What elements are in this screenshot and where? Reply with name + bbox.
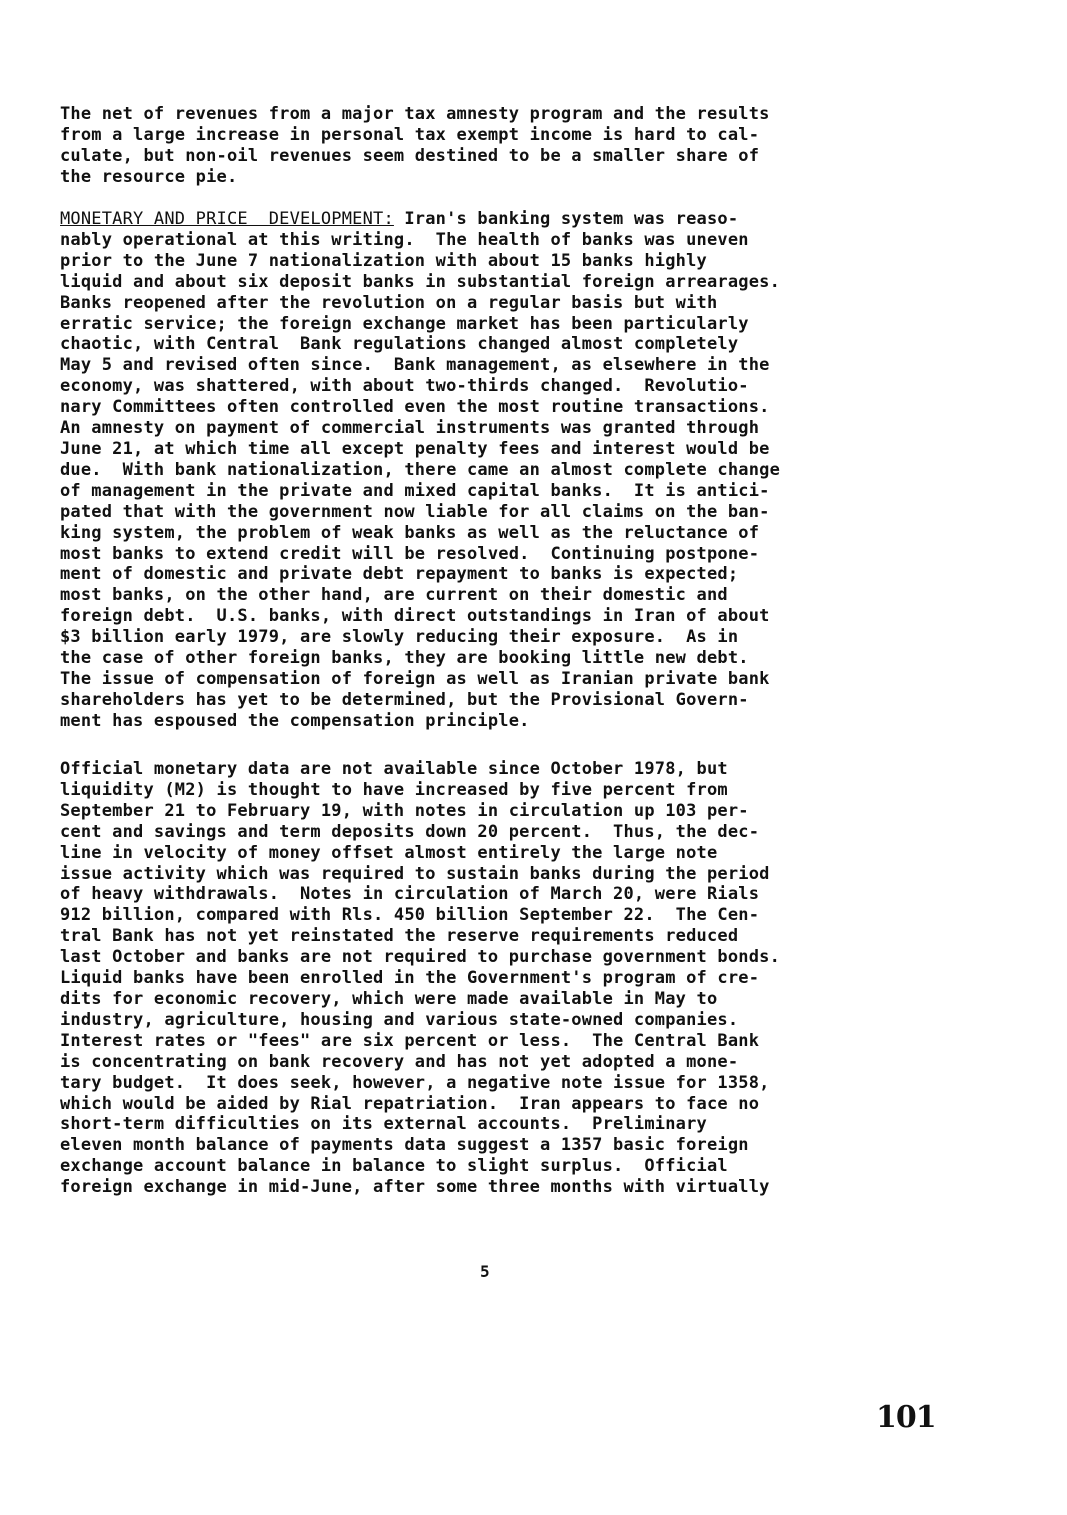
- paragraph-official-monetary-data: [60, 759, 940, 1198]
- paragraph-line: economy, was shattered, with about two-thirds changed. Revolutio-: [60, 376, 749, 397]
- paragraph-line: culate, but non-oil revenues seem destined to be a smaller share of: [60, 145, 760, 166]
- paragraph-line: short-term difficulties on its external accounts. Preliminary: [60, 1114, 707, 1135]
- section-heading: MONETARY AND PRICE DEVELOPMENT:: [60, 209, 394, 229]
- paragraph-line: exchange account balance in balance to slight surplus. Official: [60, 1156, 728, 1177]
- paragraph-line: The issue of compensation of foreign as well as Iranian private bank: [60, 668, 770, 689]
- paragraph-line: ment of domestic and private debt repayment to banks is expected;: [60, 564, 739, 585]
- paragraph-line: Interest rates or "fees" are six percent or less. The Central Bank: [60, 1030, 760, 1051]
- paragraph-line: The net of revenues from a major tax amnesty program and the results: [60, 104, 770, 124]
- paragraph-monetary-development: [60, 209, 940, 732]
- paragraph-line: most banks, on the other hand, are current on their domestic and: [60, 585, 728, 606]
- paragraph-line: Banks reopened after the revolution on a regular basis but with: [60, 292, 718, 313]
- paragraph-line: pated that with the government now liable for all claims on the ban-: [60, 501, 770, 522]
- paragraph-line: dits for economic recovery, which were made available in May to: [60, 988, 718, 1009]
- paragraph-line: tary budget. It does seek, however, a negative note issue for 1358,: [60, 1072, 770, 1093]
- paragraph-line: liquidity (M2) is thought to have increased by five percent from: [60, 779, 728, 800]
- paragraph-line: due. With bank nationalization, there came an almost complete change: [60, 459, 781, 480]
- paragraph-line: from a large increase in personal tax exempt income is hard to cal-: [60, 124, 760, 145]
- paragraph-line: nary Committees often controlled even the most routine transactions.: [60, 397, 770, 418]
- paragraph-line: foreign exchange in mid-June, after some three months with virtually: [60, 1177, 770, 1198]
- paragraph-line: ment has espoused the compensation principle.: [60, 710, 530, 731]
- paragraph-line: tral Bank has not yet reinstated the reserve requirements reduced: [60, 926, 739, 947]
- paragraph-line: industry, agriculture, housing and various state-owned companies.: [60, 1009, 739, 1030]
- paragraph-line: of heavy withdrawals. Notes in circulation of March 20, were Rials: [60, 884, 760, 905]
- paragraph-line: June 21, at which time all except penalty fees and interest would be: [60, 438, 770, 459]
- paragraph-line: shareholders has yet to be determined, but the Provisional Govern-: [60, 689, 749, 710]
- paragraph-line: erratic service; the foreign exchange market has been particularly: [60, 313, 749, 334]
- paragraph-line: eleven month balance of payments data suggest a 1357 basic foreign: [60, 1135, 749, 1156]
- paragraph-line: $3 billion early 1979, are slowly reducing their exposure. As in: [60, 627, 739, 648]
- paragraph-line: September 21 to February 19, with notes in circulation up 103 per-: [60, 800, 749, 821]
- paragraph-line: the case of other foreign banks, they are booking little new debt.: [60, 648, 749, 669]
- paragraph-line: May 5 and revised often since. Bank management, as elsewhere in the: [60, 355, 770, 376]
- heading-line-continuation: Iran's banking system was reaso-: [393, 209, 739, 229]
- paragraph-line: is concentrating on bank recovery and has not yet adopted a mone-: [60, 1051, 739, 1072]
- paragraph-line: cent and savings and term deposits down 20 percent. Thus, the dec-: [60, 821, 760, 842]
- page-number: 5: [480, 1262, 490, 1281]
- paragraph-line: [60, 209, 940, 230]
- paragraph-line: issue activity which was required to sustain banks during the period: [60, 863, 770, 884]
- paragraph-line: An amnesty on payment of commercial instruments was granted through: [60, 418, 760, 439]
- paragraph-line: king system, the problem of weak banks as well as the reluctance of: [60, 522, 760, 543]
- paragraph-line: the resource pie.: [60, 166, 238, 187]
- paragraph-line: foreign debt. U.S. banks, with direct outstandings in Iran of about: [60, 606, 770, 627]
- paragraph-line: last October and banks are not required to purchase government bonds.: [60, 947, 781, 968]
- paragraph-revenues: [60, 104, 940, 188]
- paragraph-line: liquid and about six deposit banks in substantial foreign arrearages.: [60, 271, 781, 292]
- paragraph-line: of management in the private and mixed capital banks. It is antici-: [60, 480, 770, 501]
- paragraph-line: prior to the June 7 nationalization with about 15 banks highly: [60, 250, 707, 271]
- paragraph-line: most banks to extend credit will be resolved. Continuing postpone-: [60, 543, 760, 564]
- paragraph-line: 912 billion, compared with Rls. 450 billion September 22. The Cen-: [60, 905, 760, 926]
- paragraph-line: Official monetary data are not available since October 1978, but: [60, 759, 728, 779]
- archive-page-number: 101: [876, 1400, 936, 1435]
- paragraph-line: line in velocity of money offset almost entirely the large note: [60, 842, 718, 863]
- paragraph-line: Liquid banks have been enrolled in the Government's program of cre-: [60, 968, 760, 989]
- paragraph-line: nably operational at this writing. The health of banks was uneven: [60, 229, 749, 250]
- paragraph-line: which would be aided by Rial repatriation. Iran appears to face no: [60, 1093, 760, 1114]
- paragraph-line: chaotic, with Central Bank regulations changed almost completely: [60, 334, 739, 355]
